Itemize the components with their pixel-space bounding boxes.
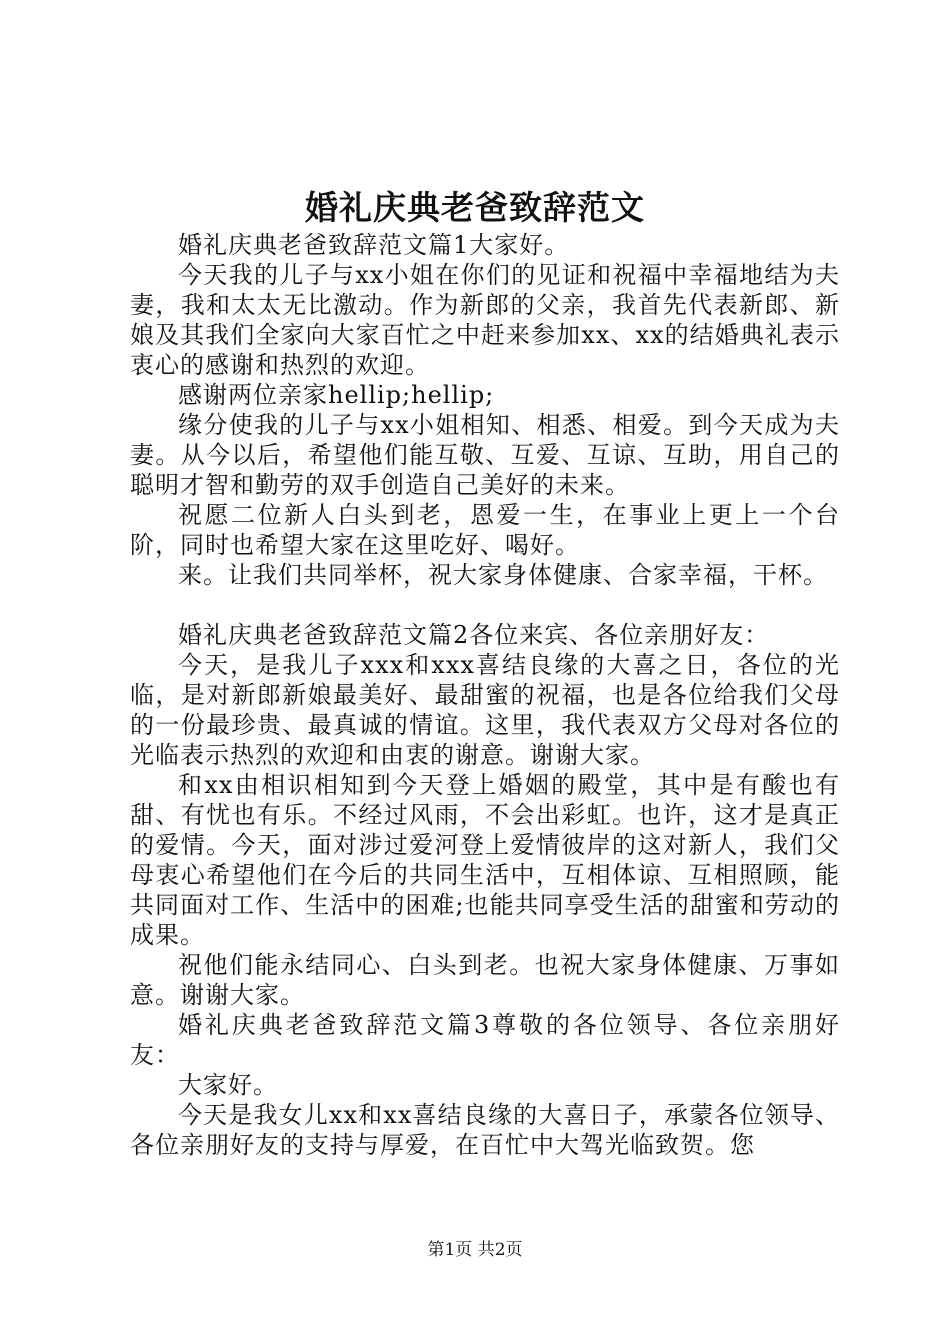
document-body — [130, 230, 840, 1160]
paragraph-6: 来。让我们共同举杯，祝大家身体健康、合家幸福，干杯。 — [178, 561, 828, 589]
paragraph-8: 今天，是我儿子xxx和xxx喜结良缘的大喜之日，各位的光临，是对新郎新娘最美好、最甜蜜的祝福，也是各位给我们父母的一份最珍贵、最真诚的情谊。这里，我代表双方父母对各位的光临表示热烈的欢迎和由衷的谢意。谢谢大家。 — [130, 651, 840, 769]
paragraph-9: 和xx由相识相知到今天登上婚姻的殿堂，其中是有酸也有甜、有忧也有乐。不经过风雨，不会出彩虹。也许，这才是真正的爱情。今天，面对涉过爱河登上爱情彼岸的这对新人，我们父母衷心希望他们在今后的共同生活中，互相体谅、互相照顾，能共同面对工作、生活中的困难;也能共同享受生活的甜蜜和劳动的成果。 — [130, 771, 840, 949]
paragraph-13: 今天是我女儿xx和xx喜结良缘的大喜日子，承蒙各位领导、各位亲朋好友的支持与厚爱，在百忙中大驾光临致贺。您 — [130, 1101, 840, 1159]
paragraph-11: 婚礼庆典老爸致辞范文篇3尊敬的各位领导、各位亲朋好友： — [130, 1011, 840, 1069]
page-number-footer: 第1页 共2页 — [427, 1240, 523, 1260]
paragraph-12: 大家好。 — [178, 1071, 278, 1099]
paragraph-4: 缘分使我的儿子与xx小姐相知、相悉、相爱。到今天成为夫妻。从今以后，希望他们能互敬、互爱、互谅、互助，用自己的聪明才智和勤劳的双手创造自己美好的未来。 — [130, 411, 840, 499]
paragraph-5: 祝愿二位新人白头到老，恩爱一生，在事业上更上一个台阶，同时也希望大家在这里吃好、喝好。 — [130, 501, 840, 559]
document-title: 婚礼庆典老爸致辞范文 — [305, 188, 645, 227]
paragraph-2: 今天我的儿子与xx小姐在你们的见证和祝福中幸福地结为夫妻，我和太太无比激动。作为新郎的父亲，我首先代表新郎、新娘及其我们全家向大家百忙之中赶来参加xx、xx的结婚典礼表示衷心的感谢和热烈的欢迎。 — [130, 261, 840, 379]
paragraph-7: 婚礼庆典老爸致辞范文篇2各位来宾、各位亲朋好友： — [178, 621, 770, 649]
paragraph-10: 祝他们能永结同心、白头到老。也祝大家身体健康、万事如意。谢谢大家。 — [130, 951, 840, 1009]
paragraph-1: 婚礼庆典老爸致辞范文篇1大家好。 — [178, 231, 570, 259]
paragraph-3: 感谢两位亲家hellip;hellip; — [178, 381, 495, 409]
